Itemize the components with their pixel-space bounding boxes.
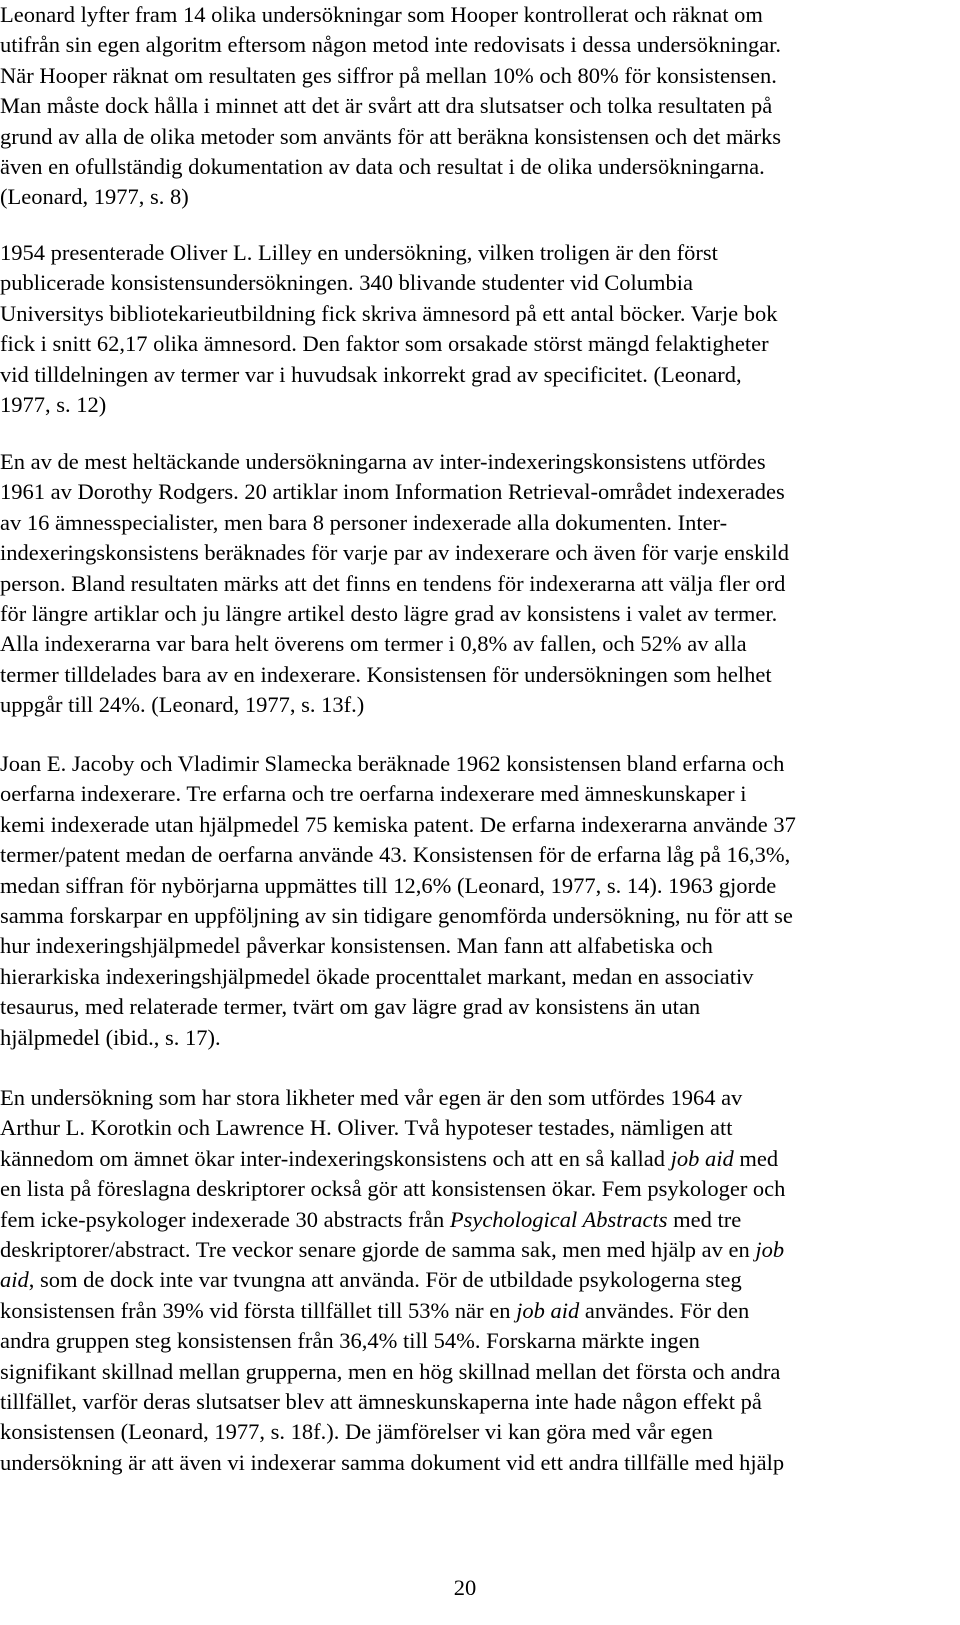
text-line [0, 1235, 930, 1265]
text-line: Universitys bibliotekarieutbildning fick skriva ämnesord på ett antal böcker. Varje bok [0, 300, 778, 326]
text-line [0, 1205, 930, 1235]
text-line: signifikant skillnad mellan grupperna, men en hög skillnad mellan det första och andra [0, 1358, 781, 1384]
text-run: kännedom om ämnet ökar inter-indexeringskonsistens och att en så kallad [0, 1145, 671, 1171]
text-line: tillfället, varför deras slutsatser blev att ämneskunskaperna inte hade någon effekt på [0, 1388, 762, 1414]
text-line: person. Bland resultaten märks att det finns en tendens för indexerarna att välja fler ord [0, 570, 786, 596]
text-run: med [733, 1145, 779, 1171]
text-line: medan siffran för nybörjarna uppmättes till 12,6% (Leonard, 1977, s. 14). 1963 gjorde [0, 872, 777, 898]
text-line: en lista på föreslagna deskriptorer också gör att konsistensen ökar. Fem psykologer och [0, 1176, 786, 1202]
text-line: tesaurus, med relaterade termer, tvärt om gav lägre grad av konsistens än utan [0, 994, 701, 1020]
text-run: konsistensen från 39% vid första tillfället till 53% när en [0, 1297, 517, 1323]
text-line: för längre artiklar och ju längre artikel desto lägre grad av konsistens i valet av termer. [0, 600, 778, 626]
italic-title: Psychological Abstracts [449, 1206, 668, 1232]
italic-term: job [755, 1236, 785, 1262]
text-line: andra gruppen steg konsistensen från 36,4% till 54%. Forskarna märkte ingen [0, 1328, 700, 1354]
paragraph-hooper [0, 0, 930, 213]
italic-term: aid [0, 1267, 29, 1293]
text-line: hjälpmedel (ibid., s. 17). [0, 1024, 221, 1050]
text-line: Joan E. Jacoby och Vladimir Slamecka beräknade 1962 konsistensen bland erfarna och [0, 751, 785, 776]
text-line: grund av alla de olika metoder som använts för att beräkna konsistensen och det märks [0, 123, 782, 149]
paragraph-lilley [0, 238, 930, 420]
text-line: När Hooper räknat om resultaten ges siffror på mellan 10% och 80% för konsistensen. [0, 62, 777, 88]
page-number: 20 [453, 1575, 477, 1600]
italic-term: job aid [516, 1297, 580, 1323]
text-line: vid tilldelningen av termer var i huvudsak inkorrekt grad av specificitet. (Leonard, [0, 361, 742, 387]
paragraph-rodgers [0, 447, 930, 721]
italic-term: job aid [670, 1145, 734, 1171]
text-line: termer/patent medan de oerfarna använde 43. Konsistensen för de erfarna låg på 16,3%, [0, 842, 791, 868]
text-run: fem icke-psykologer indexerade 30 abstracts från [0, 1206, 450, 1232]
text-line: Leonard lyfter fram 14 olika undersökningar som Hooper kontrollerat och räknat om [0, 2, 763, 27]
text-line: hierarkiska indexeringshjälpmedel ökade procenttalet markant, medan en associativ [0, 963, 754, 989]
text-line: 1954 presenterade Oliver L. Lilley en undersökning, vilken troligen är den först [0, 240, 718, 265]
text-line: hur indexeringshjälpmedel påverkar konsistensen. Man fann att alfabetiska och [0, 933, 713, 959]
text-line: En undersökning som har stora likheter med vår egen är den som utfördes 1964 av [0, 1085, 743, 1110]
text-line: fick i snitt 62,17 olika ämnesord. Den faktor som orsakade störst mängd felaktigheter [0, 331, 769, 357]
text-line: Arthur L. Korotkin och Lawrence H. Oliver. Två hypoteser testades, nämligen att [0, 1115, 733, 1141]
text-line: samma forskarpar en uppföljning av sin tidigare genomförda undersökning, nu för att se [0, 902, 793, 928]
text-line: indexeringskonsistens beräknades för varje par av indexerare och även för varje enskild [0, 540, 790, 566]
text-line: uppgår till 24%. (Leonard, 1977, s. 13f.) [0, 692, 365, 718]
text-line: Man måste dock hålla i minnet att det är svårt att dra slutsatser och tolka resultaten på [0, 93, 773, 119]
text-line: undersökning är att även vi indexerar samma dokument vid ett andra tillfälle med hjälp [0, 1449, 785, 1475]
text-line: 1961 av Dorothy Rodgers. 20 artiklar inom Information Retrieval-området indexerades [0, 479, 785, 505]
text-line: även en ofullständig dokumentation av data och resultat i de olika undersökningarna. [0, 153, 765, 179]
text-line: 1977, s. 12) [0, 391, 107, 417]
text-line: oerfarna indexerare. Tre erfarna och tre oerfarna indexerare med ämneskunskaper i [0, 781, 747, 807]
text-line: av 16 ämnesspecialister, men bara 8 personer indexerade alla dokumenten. Inter- [0, 509, 728, 535]
text-line: termer tilldelades bara av en indexerare. Konsistensen för undersökningen som helhet [0, 661, 772, 687]
paragraph-jacoby-slamecka [0, 749, 930, 1053]
text-run: användes. För den [579, 1297, 750, 1323]
text-run: deskriptorer/abstract. Tre veckor senare gjorde de samma sak, men med hjälp av en [0, 1236, 756, 1262]
text-line: konsistensen (Leonard, 1977, s. 18f.). De jämförelser vi kan göra med vår egen [0, 1419, 713, 1445]
paragraph-korotkin-oliver [0, 1083, 930, 1478]
text-line [0, 1296, 930, 1326]
text-line: utifrån sin egen algoritm eftersom någon metod inte redovisats i dessa undersökningar. [0, 32, 782, 58]
text-run: , som de dock inte var tvungna att använda. För de utbildade psykologerna steg [28, 1267, 742, 1293]
text-run: med tre [667, 1206, 742, 1232]
text-line: Alla indexerarna var bara helt överens om termer i 0,8% av fallen, och 52% av alla [0, 631, 747, 657]
text-line: kemi indexerade utan hjälpmedel 75 kemiska patent. De erfarna indexerarna använde 37 [0, 811, 796, 837]
text-line [0, 1144, 930, 1174]
text-line [0, 1265, 930, 1295]
text-line: publicerade konsistensundersökningen. 340 blivande studenter vid Columbia [0, 270, 693, 296]
text-line: (Leonard, 1977, s. 8) [0, 184, 189, 210]
text-line: En av de mest heltäckande undersökningarna av inter-indexeringskonsistens utfördes [0, 449, 766, 474]
